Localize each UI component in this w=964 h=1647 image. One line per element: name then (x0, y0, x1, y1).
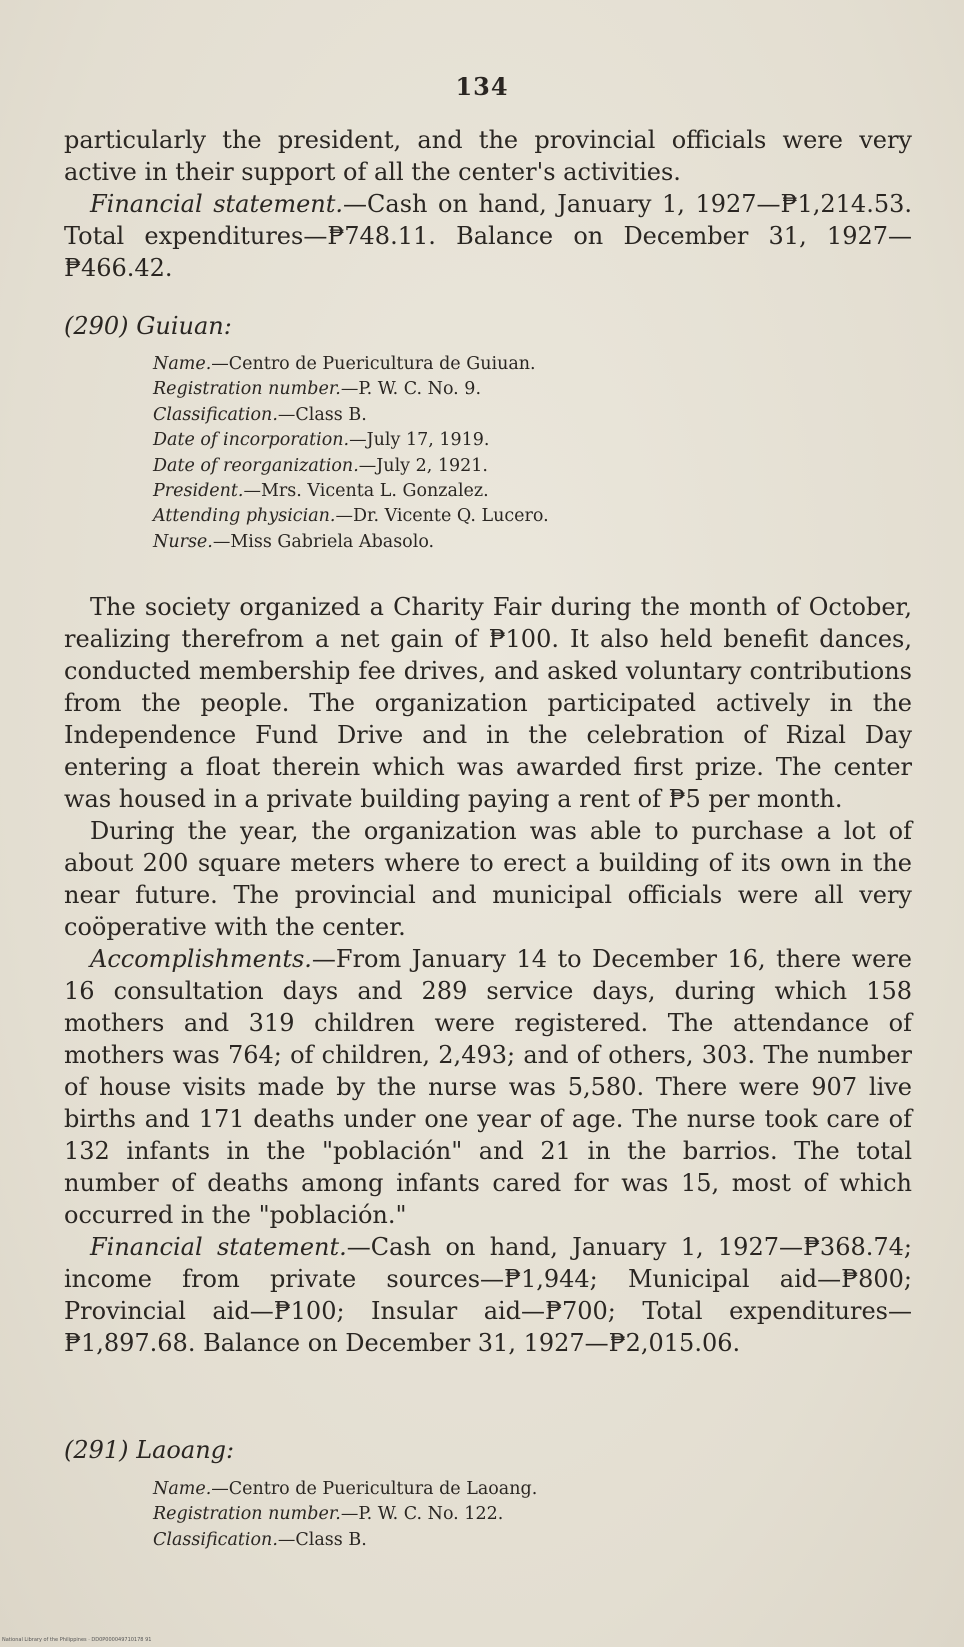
detail-value: —July 17, 1919. (349, 430, 490, 451)
financial-statement-paragraph (64, 188, 912, 284)
detail-value: —July 2, 1921. (358, 455, 488, 476)
detail-label: Date of reorganization. (153, 455, 359, 476)
detail-line (153, 454, 853, 479)
detail-value: —P. W. C. No. 9. (340, 379, 482, 400)
scan-footer: National Library of the Philippines · DD0P000049710178 91 (2, 1637, 152, 1643)
laoang-details (153, 1477, 853, 1553)
entry-heading-laoang (64, 1436, 234, 1464)
entry-number: (290) (64, 312, 129, 340)
detail-value: —Class B. (277, 404, 367, 425)
detail-value: —Class B. (277, 1529, 367, 1550)
detail-line (153, 352, 853, 377)
detail-line (153, 1477, 853, 1502)
detail-line (153, 479, 853, 504)
detail-value: —Dr. Vicente Q. Lucero. (335, 506, 549, 527)
entry-place: Laoang: (136, 1436, 235, 1464)
accomplishments-text: —From January 14 to December 16, there were 16 consultation days and 289 service days, during which 158 mothers and 319 children were registered. The attendance of mothers was 764; of children, 2,493; and of others, 303. The number of house visits made by the nurse was 5,580. There were 907 live births and 171 deaths under one year of age. The nurse took care of 132 infants in the "población" and 21 in the barrios. The total number of deaths among infants cared for was 15, most of which occurred in the "población." (64, 945, 912, 1229)
detail-value: —P. W. C. No. 122. (340, 1504, 504, 1525)
detail-label: Date of incorporation. (153, 430, 350, 451)
detail-label: Classification. (153, 404, 278, 425)
detail-label: Registration number. (153, 379, 341, 400)
accomplishments-paragraph (64, 943, 912, 1231)
detail-value: —Centro de Puericultura de Guiuan. (211, 354, 536, 374)
detail-line (153, 504, 853, 529)
detail-label: Name. (153, 354, 212, 374)
guiuan-body (64, 591, 912, 1359)
detail-value: —Mrs. Vicenta L. Gonzalez. (243, 481, 489, 502)
entry-heading-guiuan (64, 312, 232, 340)
guiuan-financial-label: Financial statement. (90, 1233, 347, 1261)
detail-label: Attending physician. (153, 506, 336, 527)
detail-label: Nurse. (153, 531, 213, 552)
detail-line (153, 377, 853, 402)
accomplishments-label: Accomplishments. (90, 945, 312, 973)
detail-line (153, 403, 853, 428)
detail-line (153, 1528, 853, 1553)
detail-line (153, 530, 853, 555)
detail-value: —Centro de Puericultura de Laoang. (211, 1479, 538, 1499)
lot-purchase-paragraph: During the year, the organization was able to purchase a lot of about 200 square meters where to erect a building of its own in the near future. The provincial and municipal officials were all very coöperative with the center. (64, 817, 912, 941)
detail-label: Name. (153, 1479, 212, 1499)
financial-statement-text: —Cash on hand, January 1, 1927—₱1,214.53. Total expenditures—₱748.11. Balance on December 31, 1927—₱466.42. (64, 190, 912, 282)
guiuan-financial-paragraph (64, 1231, 912, 1359)
detail-line (153, 428, 853, 453)
top-section (64, 124, 912, 284)
financial-statement-label: Financial statement. (90, 190, 344, 218)
detail-line (153, 1502, 853, 1527)
page-number: 134 (455, 72, 509, 101)
charity-fair-paragraph: The society organized a Charity Fair during the month of October, realizing therefrom a net gain of ₱100. It also held benefit dances, conducted membership fee drives, and asked voluntary contributions from the people. The organization participated actively in the Independence Fund Drive and in the celebration of Rizal Day entering a float therein which was awarded first prize. The center was housed in a private building paying a rent of ₱5 per month. (64, 593, 912, 813)
guiuan-financial-text: —Cash on hand, January 1, 1927—₱368.74; income from private sources—₱1,944; Municipal aid—₱800; Provincial aid—₱100; Insular aid—₱700; Total expenditures—₱1,897.68. Balance on December 31, 1927—₱2,015.06. (64, 1233, 912, 1357)
detail-label: Registration number. (153, 1504, 341, 1525)
entry-number: (291) (64, 1436, 129, 1464)
continuation-paragraph: particularly the president, and the provincial officials were very active in their support of all the center's activities. (64, 126, 912, 186)
detail-label: President. (153, 481, 244, 502)
detail-value: —Miss Gabriela Abasolo. (212, 531, 435, 552)
guiuan-details (153, 352, 853, 555)
entry-place: Guiuan: (136, 312, 232, 340)
detail-label: Classification. (153, 1529, 278, 1550)
